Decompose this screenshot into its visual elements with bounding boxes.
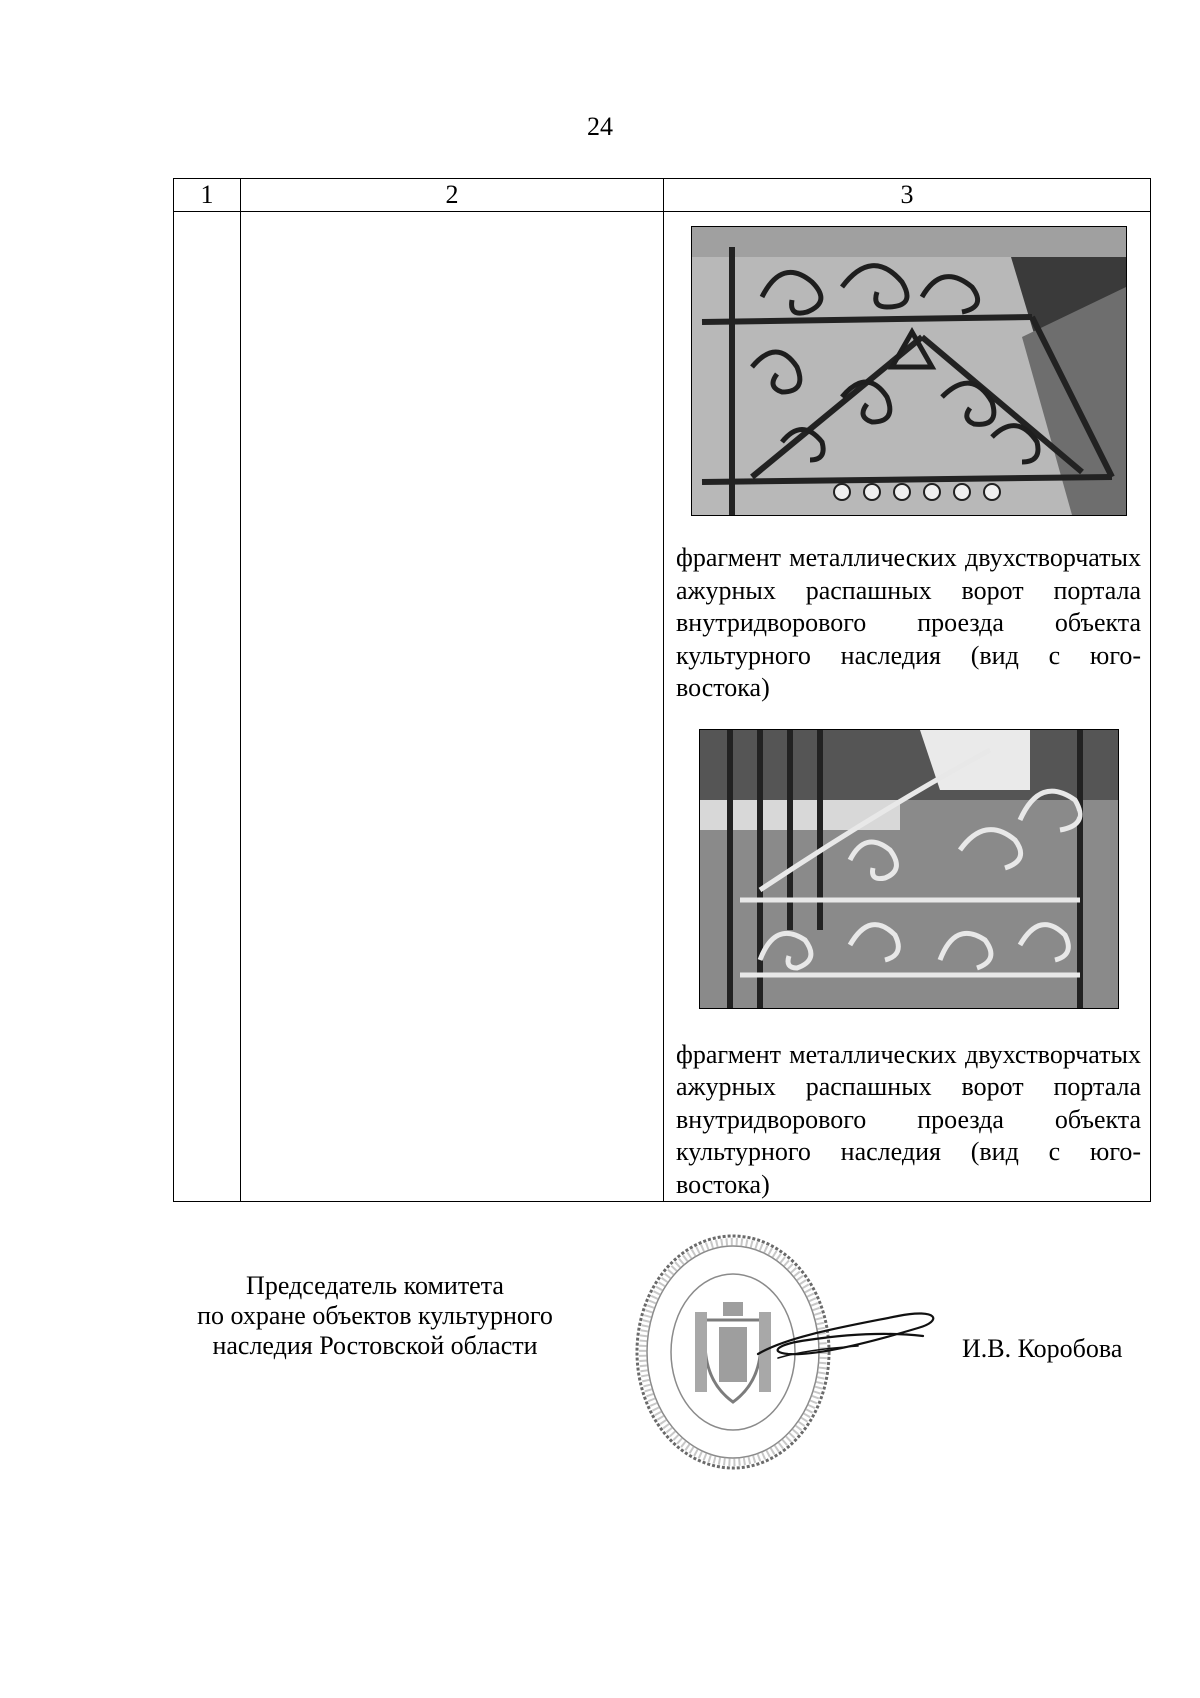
signatory-position [150, 1271, 600, 1361]
signatory-name: И.В. Коробова [962, 1334, 1123, 1363]
page-number: 24 [587, 112, 613, 141]
handwritten-signature-icon [748, 1296, 944, 1376]
table-header-row [174, 179, 1151, 212]
wrought-iron-gate-photo-icon [692, 227, 1126, 515]
heritage-table [173, 178, 1151, 1202]
table-row [174, 212, 1151, 1202]
gate-photo-caption-2: фрагмент металлических двухстворчатых ажурных распашных ворот портала внутридворового проезда объекта культурного наследия (вид с юго-востока) [676, 1039, 1141, 1199]
gate-photo-caption-1: фрагмент металлических двухстворчатых ажурных распашных ворот портала внутридворового проезда объекта культурного наследия (вид с юго-востока) [676, 543, 1141, 702]
wrought-iron-gate-photo-icon [700, 730, 1118, 1008]
header-cell-2: 2 [241, 179, 664, 212]
gate-photo-2 [699, 729, 1119, 1009]
gate-photo-1 [691, 226, 1127, 516]
row-cell-3 [664, 212, 1151, 1202]
header-cell-1: 1 [174, 179, 241, 212]
row-cell-1 [174, 212, 241, 1202]
row-cell-2 [241, 212, 664, 1202]
signatory-position-line: по охране объектов культурного [197, 1301, 553, 1330]
signatory-position-line: наследия Ростовской области [212, 1331, 538, 1360]
header-cell-3: 3 [664, 179, 1151, 212]
signatory-position-line: Председатель комитета [246, 1271, 504, 1300]
